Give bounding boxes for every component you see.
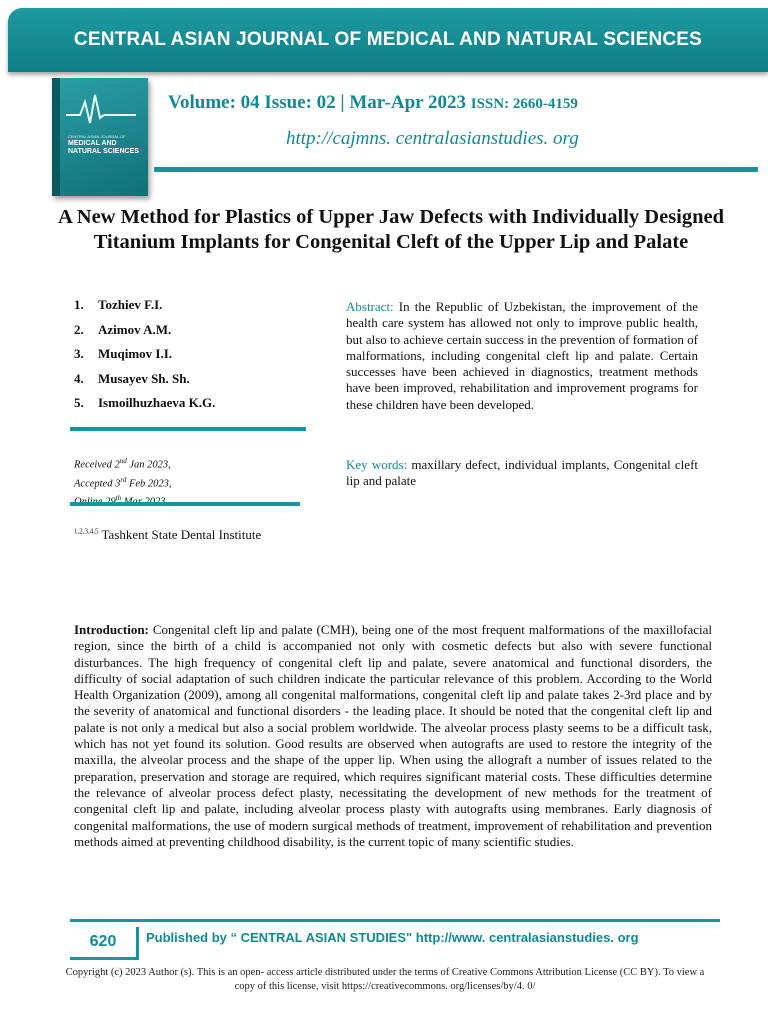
list-item: 1. Tozhiev F.I. [74, 297, 215, 322]
author-name: Musayev Sh. Sh. [98, 370, 190, 386]
abstract: Abstract: In the Republic of Uzbekistan, the improvement of the health care system has allowed not only to improve public health, but also to achieve certain success in the prevention of formation of malformations, including congenital cleft lip and palate. Certain successes have been achieved in diagnostics, treatment methods have been improved, rehabilitation and improvement programs for these children have been developed. [346, 299, 698, 412]
online-date: th [115, 494, 122, 502]
author-list [74, 297, 215, 420]
cover-small-text: CENTRAL ASIAN JOURNAL OF [68, 134, 126, 139]
received-date: Received 2nd Jan 2023, [74, 457, 171, 471]
journal-url[interactable]: http://cajmns. centralasianstudies. org [286, 128, 579, 149]
article-title: A New Method for Plastics of Upper Jaw Defects with Individually Designed Titanium Implants for Congenital Cleft of the Upper Lip and Palate [57, 206, 725, 253]
introduction: Introduction: Congenital cleft lip and palate (CMH), being one of the most frequent malformations of the maxillofacial region, since the birth of a child is accompanied not only with cosmetic defects but also with severe functional disturbances. The high frequency of congenital cleft lip and palate, severe anatomical and functional disorders, the difficulty of social adaptation of such children indicate the particular relevance of this problem. According to the World Health Organization (2009), among all congenital malformations, congenital cleft lip and palate takes 2-3rd place and by the severity of anatomical and functional disorders - the leading place. It should be noted that the congenital cleft lip and palate is not only a medical but also a social problem worldwide. The alveolar process plasty seems to be a difficult task, which has not yet found its solution. Good results are observed when autografts are used to restore the integrity of the maxilla, the alveolar process and the shape of the upper lip. When using the allograft a number of issues related to the preparation, preservation and storage are required, which requires significant material costs. These difficulties determine the relevance of alveolar process defect plasty, necessitating the development of new methods for the treatment of congenital cleft lip and palate, including alveolar process plasty with autografts using membranes. Early diagnosis of congenital malformations, the use of modern surgical methods of treatment, improvement of rehabilitation and prevention methods aimed at preventing childhood disability, is the current topic of many scientific studies. [74, 622, 712, 849]
list-item: 5. Ismoilhuzhaeva K.G. [74, 395, 215, 420]
header-divider [154, 167, 758, 172]
page-number: 620 [70, 927, 139, 960]
publisher-line[interactable]: Published by “ CENTRAL ASIAN STUDIES" http://www. centralasianstudies. org [146, 930, 639, 945]
journal-title: CENTRAL ASIAN JOURNAL OF MEDICAL AND NATURAL SCIENCES [73, 29, 703, 50]
divider [70, 427, 306, 431]
accepted-date: Accepted 3rd Feb 2023, [74, 475, 172, 489]
list-item: 3. Muqimov I.I. [74, 346, 215, 371]
affiliation: $^{1,2,3,4,5}$ Tashkent State Dental Institute [74, 527, 262, 542]
keywords-label: Key words: [346, 457, 408, 472]
author-name: Muqimov I.I. [98, 346, 173, 361]
journal-cover-image [52, 78, 148, 196]
footer-divider [70, 919, 720, 922]
list-item: 4. Musayev Sh. Sh. [74, 371, 215, 396]
journal-banner [8, 8, 768, 72]
issn: ISSN: 2660-4159 [470, 96, 578, 112]
intro-label: Introduction: [74, 622, 149, 637]
author-name: Tozhiev F.I. [98, 297, 163, 312]
abstract-label: Abstract: [346, 299, 394, 314]
keywords: Key words: maxillary defect, individual implants, Congenital cleft lip and palate [346, 457, 699, 489]
author-name: Azimov A.M. [98, 321, 172, 337]
list-item: 2. Azimov A.M. [74, 322, 215, 347]
divider [70, 502, 300, 506]
copyright-notice: Copyright (c) 2023 Author (s). This is an open- access article distributed under the terms of Creative Commons Attribution License (CC BY). To view a copy of this license, visit https://creativecommons. org/licenses/by/4. 0/ [65, 967, 705, 992]
author-name: Ismoilhuzhaeva K.G. [98, 395, 216, 410]
cover-title: MEDICAL AND NATURAL SCIENCES [68, 140, 139, 155]
heartbeat-icon [66, 90, 136, 130]
volume-issue: Volume: 04 Issue: 02 | Mar-Apr 2023 ISSN: 2660-4159 [168, 92, 578, 113]
